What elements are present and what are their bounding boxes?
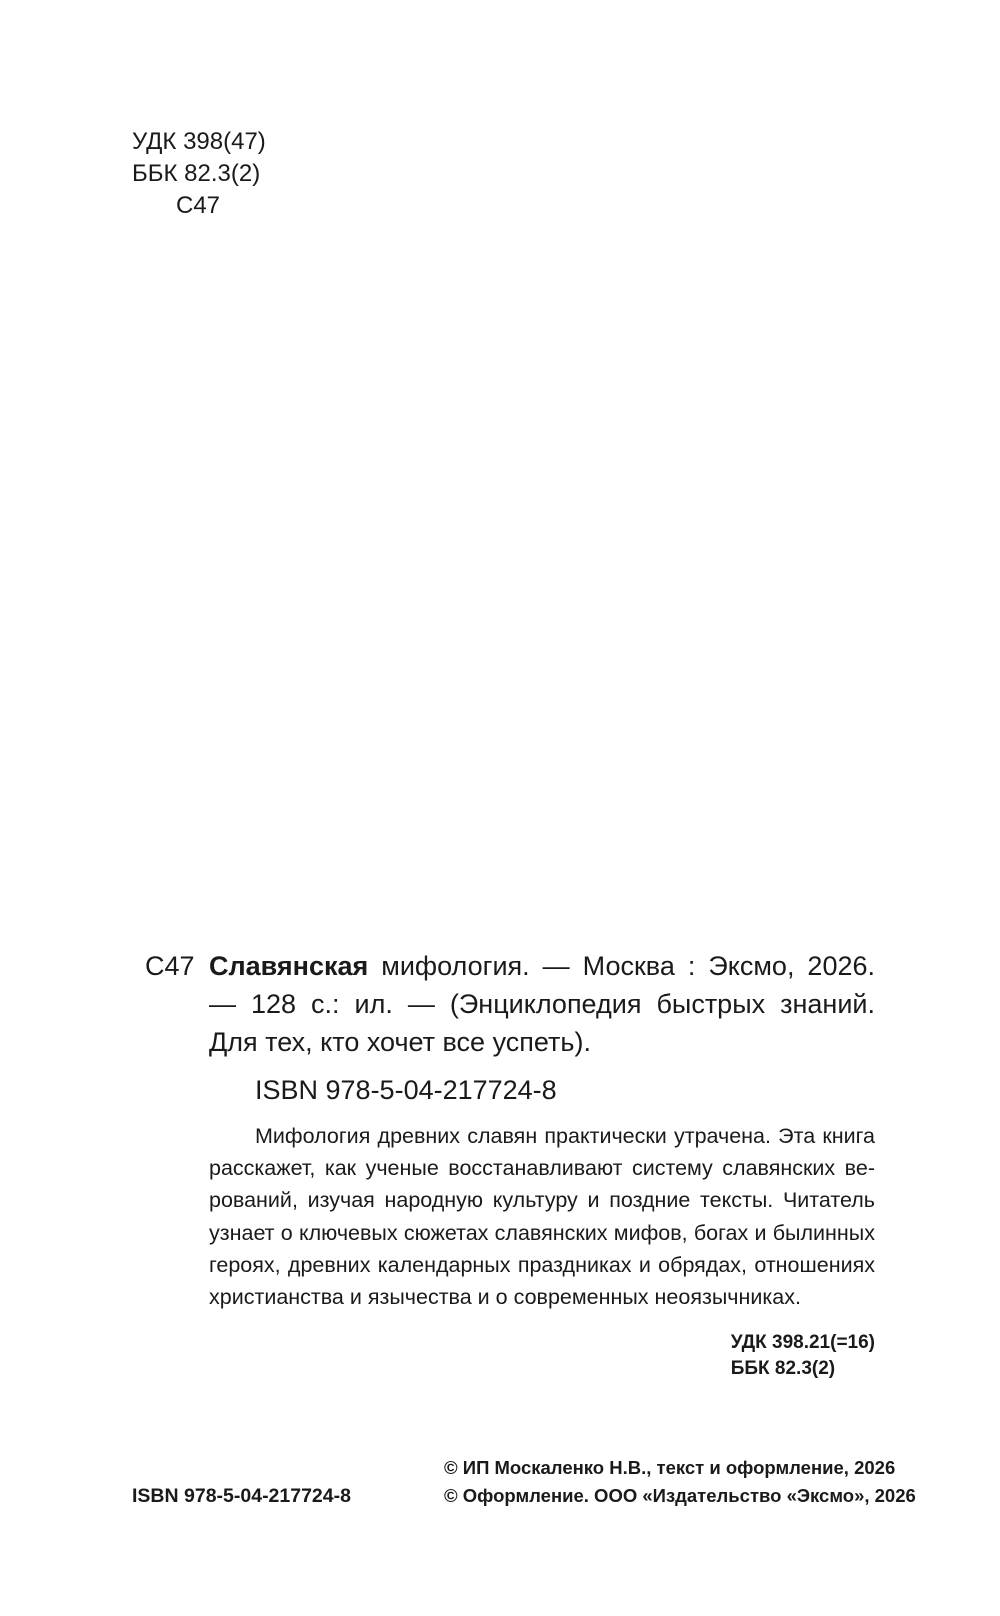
record-isbn: ISBN 978-5-04-217724-8 (255, 1075, 557, 1105)
book-title: Славянская (209, 951, 369, 981)
footer-isbn: ISBN 978-5-04-217724-8 (132, 1485, 351, 1507)
annotation (209, 1120, 875, 1313)
udk-code: УДК 398(47) (132, 128, 266, 155)
bbk-code: ББК 82.3(2) (132, 160, 261, 187)
bibliographic-record (145, 947, 875, 1109)
record-description (209, 947, 875, 1061)
copyright-block (444, 1454, 916, 1510)
author-mark: С47 (176, 192, 221, 219)
bbk-code-full: ББК 82.3(2) (730, 1358, 836, 1379)
record-details: мифология. — Москва : Эксмо, 2026. — 128 с.: ил. — (Энциклопедия быстрых знаний. Для тех, кто хочет все успеть). (209, 951, 875, 1057)
classification-codes-bottom (731, 1330, 875, 1382)
record-author-mark: С47 (145, 951, 195, 981)
copyright-design: © Оформление. ООО «Издательство «Эксмо», 2026 (444, 1485, 916, 1506)
copyright-text: © ИП Москаленко Н.В., текст и оформление, 2026 (444, 1457, 896, 1478)
udk-code-full: УДК 398.21(=16) (730, 1332, 875, 1353)
classification-codes-top (132, 126, 266, 222)
annotation-text: Мифология древних славян практически утрачена. Эта книга расскажет, как ученые восстанавливают систему славянских верований, изучая народную культуру и поздние тексты. Читатель узнает о ключевых сюжетах славянских мифов, богах и былинных героях, древних календарных праздниках и обрядах, отношениях христианства и язычества и о современных неоязычниках. (209, 1124, 875, 1310)
